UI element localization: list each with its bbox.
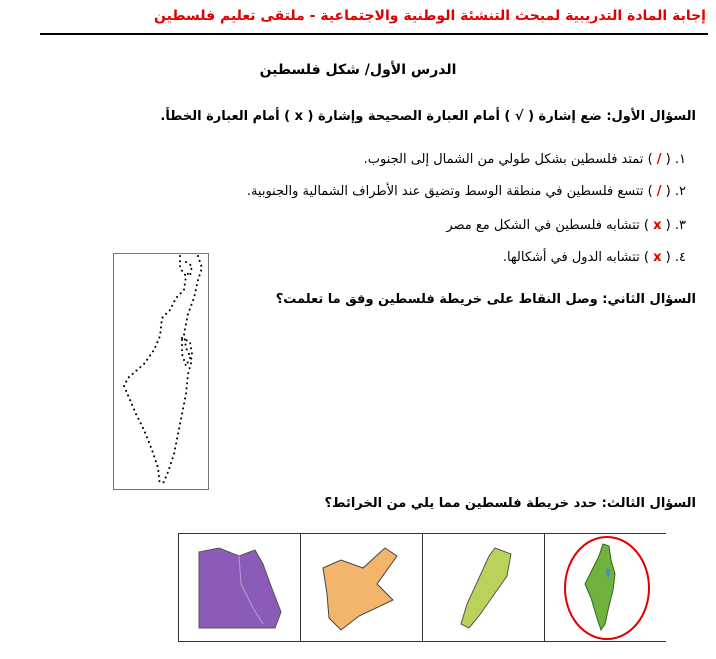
palestine-map-icon <box>585 544 615 630</box>
map-choice-jordan[interactable] <box>300 534 423 641</box>
jordan-map-icon <box>323 548 397 630</box>
page-header: إجابة المادة التدريبية لمبحث التنشئة الوطنية والاجتماعية - ملتقى تعليم فلسطين <box>154 8 706 24</box>
dotted-palestine-map <box>113 253 209 490</box>
answer-mark: / <box>656 184 662 199</box>
maps-choice-row <box>178 533 666 642</box>
lesson-title: الدرس الأول/ شكل فلسطين <box>259 62 457 78</box>
item-number: ٤. <box>674 250 686 265</box>
item-text: تمتد فلسطين بشكل طولي من الشمال إلى الجنوب. <box>363 152 644 167</box>
question-1-item: ٢. ( / ) تتسع فلسطين في منطقة الوسط وتضيق عند الأطراف الشمالية والجنوبية. <box>246 184 686 199</box>
item-text: تتشابه فلسطين في الشكل مع مصر <box>446 218 640 233</box>
egypt-map-icon <box>199 548 281 628</box>
item-number: ١. <box>674 152 686 167</box>
map-choice-palestine[interactable] <box>544 534 667 641</box>
dotted-map-outline <box>114 254 208 489</box>
question-1-item: ٤. ( x ) تتشابه الدول في أشكالها. <box>502 250 686 265</box>
item-text: تتشابه الدول في أشكالها. <box>502 250 640 265</box>
question-3-heading: السؤال الثالث: حدد خريطة فلسطين مما يلي من الخرائط؟ <box>324 496 696 511</box>
question-1-item: ١. ( / ) تمتد فلسطين بشكل طولي من الشمال إلى الجنوب. <box>363 152 686 167</box>
header-rule <box>40 33 708 35</box>
map-choice-lebanon[interactable] <box>422 534 545 641</box>
answer-mark: x <box>653 218 662 233</box>
item-number: ٢. <box>674 184 686 199</box>
question-1-item: ٣. ( x ) تتشابه فلسطين في الشكل مع مصر <box>446 218 686 233</box>
answer-mark: x <box>653 250 662 265</box>
question-1-heading: السؤال الأول: ضع إشارة ( √ ) أمام العبارة الصحيحة وإشارة ( x ) أمام العبارة الخطأ. <box>160 109 696 124</box>
item-text: تتسع فلسطين في منطقة الوسط وتضيق عند الأطراف الشمالية والجنوبية. <box>246 184 644 199</box>
map-choice-egypt[interactable] <box>178 534 301 641</box>
lebanon-map-icon <box>461 548 511 628</box>
answer-mark: / <box>656 152 662 167</box>
item-number: ٣. <box>674 218 686 233</box>
question-2-heading: السؤال الثاني: وصل النقاط على خريطة فلسطين وفق ما تعلمت؟ <box>275 292 696 307</box>
